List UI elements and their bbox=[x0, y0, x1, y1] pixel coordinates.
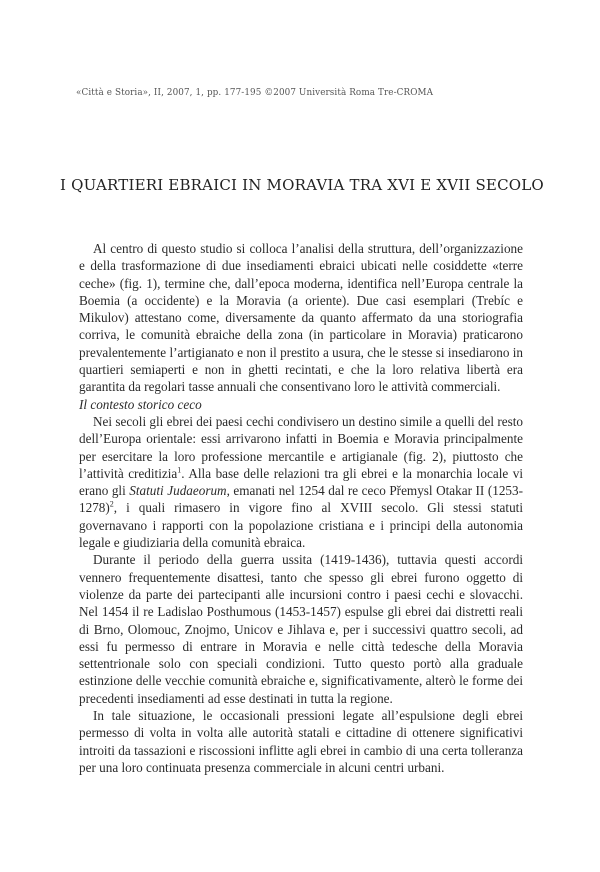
footnote-ref-1[interactable]: 1 bbox=[177, 465, 182, 475]
paragraph-historical-context bbox=[79, 413, 523, 551]
paragraph-situation: In tale situazione, le occasionali pressioni legate all’espulsione degli ebrei permesso di volta in volta alle autorità statali e cittadine di ottenere significativi introiti da tassazioni e riscossioni inflitte agli ebrei in cambio di una certa tolleranza per una loro continuata presenza commerciale in alcuni centri urbani. bbox=[79, 708, 523, 775]
intro-paragraph: Al centro di questo studio si colloca l’analisi della struttura, dell’organizzazione e della trasformazione di due insediamenti ebraici ubicati nelle cosiddette «terre ceche» (fig. 1), termine che, dall’epoca moderna, identifica nell’Europa centrale la Boemia (a occidente) e la Moravia (a oriente). Due casi esemplari (Trebíc e Mikulov) attestano come, diversamente da quanto affermato da una storiografia corriva, le comunità ebraiche della zona (in particolare in Moravia) praticarono prevalentemente l’artigianato e non il prestito a usura, che le stesse si insediarono in quartieri semiaperti e non in ghetti recintati, e che la loro relativa libertà era garantita da regolari tasse annuali che consentivano loro le attività commerciali. bbox=[79, 241, 523, 395]
running-head: «Città e Storia», II, 2007, 1, pp. 177-195 ©2007 Università Roma Tre-CROMA bbox=[76, 88, 434, 98]
paragraph-text: . Alla base delle relazioni tra gli ebrei e la monarchia locale vi erano gli bbox=[79, 465, 523, 499]
paragraph-hussite-war: Durante il periodo della guerra ussita (1419-1436), tuttavia questi accordi vennero frequentemente disattesi, tanto che spesso gli ebrei furono oggetto di violenze da parte dei partecipanti alle incursioni contro i paesi cechi e slovacchi. Nel 1454 il re Ladislao Posthumous (1453-1457) espulse gli ebrei dai distretti reali di Brno, Olomouc, Znojmo, Unicov e Jihlava e, per i successivi quattro secoli, ad essi fu permesso di entrare in Moravia e nelle città tedesche della Moravia settentrionale solo con speciali condizioni. Tutto questo portò alla graduale estinzione delle vecchie comunità ebraiche e, significativamente, alterò le forme dei precedenti insediamenti ad esse destinati in tutta la regione. bbox=[79, 552, 523, 706]
article-title: I QUARTIERI EBRAICI IN MORAVIA TRA XVI E XVII SECOLO bbox=[60, 176, 544, 194]
paragraph-text: Nei secoli gli ebrei dei paesi cechi condivisero un destino simile a quelli del resto dell’Europa orientale: essi arrivarono infatti in Boemia e Moravia principalmente per esercitare la loro professione mercantile e artigianale (fig. 2), piuttosto che l’attività creditizia bbox=[79, 413, 523, 481]
article-body bbox=[79, 240, 523, 776]
italic-term: Statuti Judaeorum bbox=[129, 483, 227, 499]
footnote-ref-2[interactable]: 2 bbox=[109, 500, 114, 510]
paragraph-text: , emanati nel 1254 dal re ceco Přemysl Otakar II (1253-1278) bbox=[79, 483, 523, 516]
paragraph-text: , i quali rimasero in vigore fino al XVIII secolo. Gli stessi statuti governavano i rapporti con la popolazione cristiana e i principi della autonomia legale e giudiziaria della comunità ebraica. bbox=[79, 500, 523, 551]
section-heading: Il contesto storico ceco bbox=[79, 396, 202, 412]
